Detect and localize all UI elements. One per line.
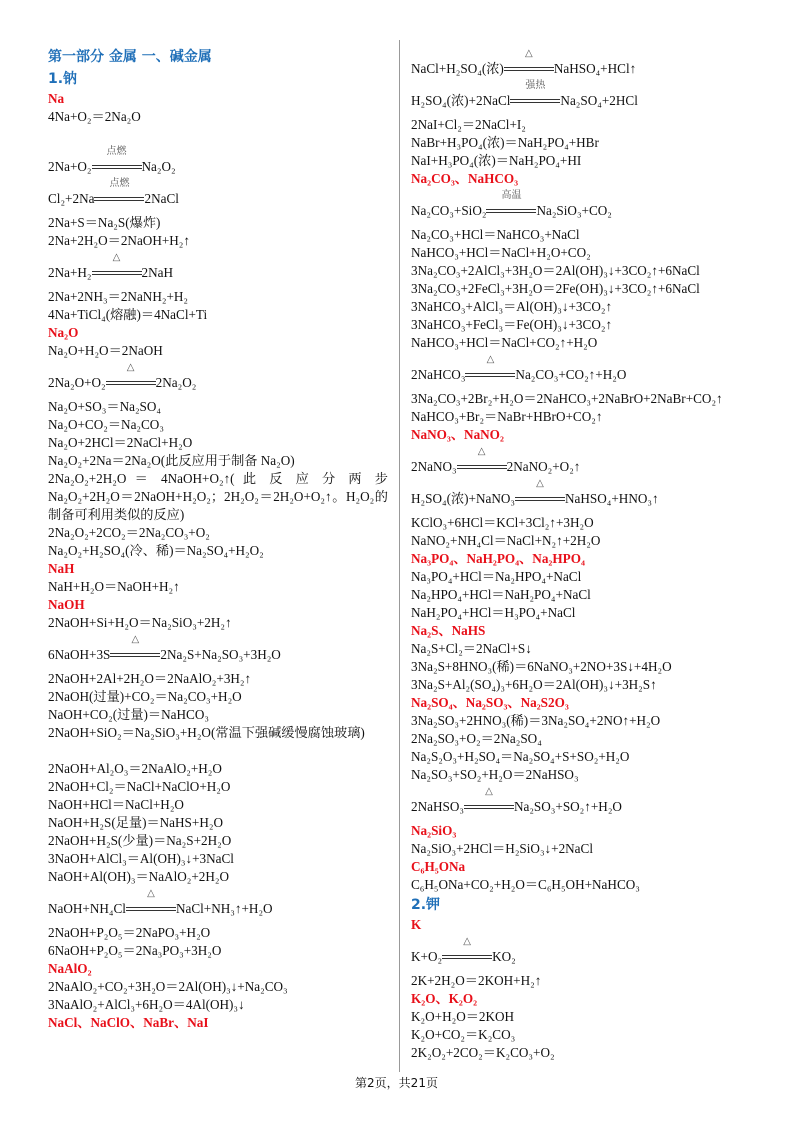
- equation: NaNO₂+NH₄Cl＝NaCl+N₂↑+2H₂O: [411, 533, 601, 548]
- equation: Na₂SiO₃+2HCl＝H₂SiO₃↓+2NaCl: [411, 841, 593, 856]
- conditional-equation: [411, 354, 756, 384]
- double-line-icon: [92, 165, 142, 169]
- equation: Na₃PO₄+HCl＝Na₂HPO₄+NaCl: [411, 569, 582, 584]
- equation: Na₂O₂+H₂SO₄(冷、稀)＝Na₂SO₄+H₂O₂: [48, 543, 264, 558]
- equation-products: Na₂SO₄+2HCl: [560, 93, 638, 108]
- equation: NaH₂PO₄+HCl＝H₃PO₄+NaCl: [411, 605, 576, 620]
- equation-products: NaHSO₄+HCl↑: [553, 61, 637, 76]
- equation: Na₂O+SO₃＝Na₂SO₄: [48, 399, 162, 414]
- equation: 2NaOH+2Al+2H₂O＝2NaAlO₂+3H₂↑: [48, 671, 252, 686]
- equation: 2NaOH+SiO₂＝Na₂SiO₃+H₂O(常温下强碱缓慢腐蚀玻璃): [48, 725, 365, 740]
- compound-heading: Na₂SiO₃: [411, 823, 457, 838]
- equation-products: 2NaH: [141, 265, 174, 280]
- conditional-equation: [48, 178, 388, 208]
- compound-heading: K₂O、K₂O₂: [411, 991, 478, 1006]
- equation: NaHCO₃+HCl＝NaCl+CO₂↑+H₂O: [411, 335, 598, 350]
- reaction-arrow: [110, 634, 160, 664]
- equation: Na₂O+2HCl＝2NaCl+H₂O: [48, 435, 193, 450]
- reaction-condition: △: [463, 936, 471, 947]
- conditional-equation: [411, 786, 756, 816]
- conditional-equation: [48, 362, 388, 392]
- conditional-equation: [411, 80, 756, 110]
- equation: NaOH+Al(OH)₃＝NaAlO₂+2H₂O: [48, 869, 230, 884]
- equation: 4Na+O₂＝2Na₂O: [48, 109, 141, 124]
- equation: 2NaAlO₂+CO₂+3H₂O＝2Al(OH)₃↓+Na₂CO₃: [48, 979, 288, 994]
- equation-reactants: Cl₂+2Na: [48, 191, 95, 206]
- double-line-icon: [457, 465, 507, 469]
- equation-products: Na₂O₂: [141, 159, 176, 174]
- conditional-equation: [411, 446, 756, 476]
- equation: KClO₃+6HCl＝KCl+3Cl₂↑+3H₂O: [411, 515, 594, 530]
- section-heading: 2.钾: [411, 897, 441, 913]
- reaction-arrow: [92, 146, 142, 176]
- reaction-arrow: [465, 354, 515, 384]
- equation-reactants: NaCl+H₂SO₄(浓): [411, 61, 504, 76]
- equation: 6NaOH+P₂O₅＝2Na₃PO₃+3H₂O: [48, 943, 222, 958]
- equation-products: Na₂SO₃+SO₂↑+H₂O: [513, 799, 622, 814]
- compound-heading: NaOH: [48, 597, 85, 612]
- equation: 2K+2H₂O＝2KOH+H₂↑: [411, 973, 542, 988]
- double-line-icon: [106, 381, 156, 385]
- equation: 3Na₂S+Al₂(SO₄)₃+6H₂O＝2Al(OH)₃↓+3H₂S↑: [411, 677, 657, 692]
- double-line-icon: [504, 67, 554, 71]
- equation-note: 2Na₂O₂+2H₂O ＝ 4NaOH+O₂↑( 此 反 应 分 两 步 Na₂O₂+2H₂O＝2NaOH+H₂O₂；2H₂O₂＝2H₂O+O₂↑。H₂O₂的制备可利用类似的反应): [48, 471, 388, 522]
- equation: NaHCO₃+Br₂＝NaBr+HBrO+CO₂↑: [411, 409, 603, 424]
- equation: 3NaHCO₃+AlCl₃＝Al(OH)₃↓+3CO₂↑: [411, 299, 613, 314]
- conditional-equation: [411, 48, 756, 78]
- reaction-condition: △: [131, 634, 140, 645]
- equation: 2Na+S＝Na₂S(爆炸): [48, 215, 161, 230]
- equation: NaBr+H₃PO₄(浓)＝NaH₂PO₄+HBr: [411, 135, 599, 150]
- equation: Na₂O₂+2Na＝2Na₂O(此反应用于制备 Na₂O): [48, 453, 295, 468]
- double-line-icon: [515, 497, 565, 501]
- equation: NaOH+CO₂(过量)＝NaHCO₃: [48, 707, 209, 722]
- double-line-icon: [464, 805, 514, 809]
- conditional-equation: [48, 252, 388, 282]
- compound-heading: K: [411, 917, 422, 932]
- left-column: [48, 46, 388, 1032]
- equation: NaOH+HCl＝NaCl+H₂O: [48, 797, 184, 812]
- equation: C₆H₅ONa+CO₂+H₂O＝C₆H₅OH+NaHCO₃: [411, 877, 640, 892]
- equation-reactants: 2NaHSO₃: [411, 799, 464, 814]
- reaction-condition: △: [524, 48, 533, 59]
- equation: 2Na₂O₂+2CO₂＝2Na₂CO₃+O₂: [48, 525, 210, 540]
- equation-reactants: 2NaNO₃: [411, 459, 457, 474]
- reaction-condition: △: [126, 362, 135, 373]
- equation: 4Na+TiCl₄(熔融)＝4NaCl+Ti: [48, 307, 208, 322]
- equation: 2K₂O₂+2CO₂＝K₂CO₃+O₂: [411, 1045, 555, 1060]
- conditional-equation: [411, 936, 756, 966]
- equation: 3Na₂S+8HNO₃(稀)＝6NaNO₃+2NO+3S↓+4H₂O: [411, 659, 672, 674]
- equation-reactants: H₂SO₄(浓)+NaNO₃: [411, 491, 516, 506]
- equation: 2Na₂SO₃+O₂＝2Na₂SO₄: [411, 731, 542, 746]
- reaction-arrow: [126, 888, 176, 918]
- equation: Na₂HPO₄+HCl＝NaH₂PO₄+NaCl: [411, 587, 591, 602]
- reaction-condition: △: [147, 888, 155, 899]
- equation-reactants: H₂SO₄(浓)+2NaCl: [411, 93, 511, 108]
- compound-heading: Na₂CO₃、NaHCO₃: [411, 171, 519, 186]
- equation-products: NaHSO₄+HNO₃↑: [565, 491, 659, 506]
- reaction-arrow: [442, 936, 492, 966]
- equation: 2Na+2NH₃＝2NaNH₂+H₂: [48, 289, 189, 304]
- equation: NaH+H₂O＝NaOH+H₂↑: [48, 579, 180, 594]
- section-heading: 1.钠: [48, 71, 78, 87]
- equation: 2Na+2H₂O＝2NaOH+H₂↑: [48, 233, 191, 248]
- conditional-equation: [48, 888, 388, 918]
- blank-line: [48, 742, 388, 760]
- compound-heading: Na₂S、NaHS: [411, 623, 486, 638]
- equation-products: 2Na₂O₂: [155, 375, 197, 390]
- double-line-icon: [465, 373, 515, 377]
- equation: Na₂S+Cl₂＝2NaCl+S↓: [411, 641, 532, 656]
- reaction-condition: 点燃: [109, 178, 130, 189]
- reaction-condition: △: [477, 446, 486, 457]
- conditional-equation: [411, 190, 756, 220]
- equation: 3NaHCO₃+FeCl₃＝Fe(OH)₃↓+3CO₂↑: [411, 317, 613, 332]
- right-column: [411, 46, 756, 1062]
- page-number: 第2页，共21页: [355, 1076, 438, 1090]
- reaction-arrow: [457, 446, 507, 476]
- equation: 2NaI+Cl₂＝2NaCl+I₂: [411, 117, 526, 132]
- equation-products: NaCl+NH₃↑+H₂O: [175, 901, 273, 916]
- equation: 3Na₂CO₃+2FeCl₃+3H₂O＝2Fe(OH)₃↓+3CO₂↑+6NaCl: [411, 281, 700, 296]
- conditional-equation: [48, 634, 388, 664]
- compound-heading: NaAlO₂: [48, 961, 92, 976]
- double-line-icon: [110, 653, 160, 657]
- equation: 2NaOH+P₂O₅＝2NaPO₃+H₂O: [48, 925, 211, 940]
- conditional-equation: [411, 478, 756, 508]
- equation-reactants: K+O₂: [411, 949, 443, 964]
- double-line-icon: [442, 955, 492, 959]
- equation: 3NaAlO₂+AlCl₃+6H₂O＝4Al(OH)₃↓: [48, 997, 245, 1012]
- reaction-arrow: [486, 190, 536, 220]
- equation-products: Na₂CO₃+CO₂↑+H₂O: [515, 367, 627, 382]
- reaction-condition: 强热: [525, 80, 546, 91]
- compound-heading: C₆H₅ONa: [411, 859, 466, 874]
- compound-heading: NaNO₃、NaNO₂: [411, 427, 504, 442]
- equation-products: 2NaCl: [144, 191, 179, 206]
- equation: NaHCO₃+HCl＝NaCl+H₂O+CO₂: [411, 245, 591, 260]
- blank-line: [48, 126, 388, 144]
- column-divider: [399, 40, 400, 1072]
- double-line-icon: [92, 271, 142, 275]
- reaction-arrow: [504, 48, 554, 78]
- equation: 3Na₂CO₃+2Br₂+H₂O＝2NaHCO₃+2NaBrO+2NaBr+CO₂↑: [411, 391, 723, 406]
- equation: Na₂SO₃+SO₂+H₂O＝2NaHSO₃: [411, 767, 579, 782]
- equation: NaOH+H₂S(足量)＝NaHS+H₂O: [48, 815, 223, 830]
- equation: Na₂O+CO₂＝Na₂CO₃: [48, 417, 164, 432]
- reaction-arrow: [510, 80, 560, 110]
- reaction-arrow: [94, 178, 144, 208]
- equation-reactants: 6NaOH+3S: [48, 647, 111, 662]
- conditional-equation: [48, 146, 388, 176]
- double-line-icon: [126, 907, 176, 911]
- equation-products: Na₂SiO₃+CO₂: [536, 203, 612, 218]
- double-line-icon: [510, 99, 560, 103]
- equation: 2NaOH+Cl₂＝NaCl+NaClO+H₂O: [48, 779, 231, 794]
- equation-reactants: 2NaHCO₃: [411, 367, 466, 382]
- compound-heading: NaCl、NaClO、NaBr、NaI: [48, 1015, 209, 1030]
- equation: K₂O+CO₂＝K₂CO₃: [411, 1027, 516, 1042]
- equation-products: 2NaNO₂+O₂↑: [506, 459, 581, 474]
- compound-heading: Na₃PO₄、NaH₂PO₄、Na₂HPO₄: [411, 551, 585, 566]
- reaction-arrow: [106, 362, 156, 392]
- compound-heading: Na₂SO₄、Na₂SO₃、Na₂S2O₃: [411, 695, 569, 710]
- equation: 2NaOH+H₂S(少量)＝Na₂S+2H₂O: [48, 833, 232, 848]
- reaction-condition: △: [485, 786, 493, 797]
- section-heading: 第一部分 金属 一、碱金属: [48, 49, 212, 65]
- equation: 3NaOH+AlCl₃＝Al(OH)₃↓+3NaCl: [48, 851, 234, 866]
- reaction-arrow: [92, 252, 142, 282]
- compound-heading: Na: [48, 91, 65, 106]
- equation: 2NaOH(过量)+CO₂＝Na₂CO₃+H₂O: [48, 689, 242, 704]
- equation-products: KO₂: [492, 949, 516, 964]
- equation-reactants: NaOH+NH₄Cl: [48, 901, 126, 916]
- equation: Na₂S₂O₃+H₂SO₄＝Na₂SO₄+S+SO₂+H₂O: [411, 749, 630, 764]
- double-line-icon: [94, 197, 144, 201]
- reaction-arrow: [515, 478, 565, 508]
- equation-reactants: 2Na₂O+O₂: [48, 375, 106, 390]
- reaction-condition: △: [536, 478, 544, 489]
- reaction-condition: 高温: [501, 190, 522, 201]
- reaction-condition: △: [486, 354, 495, 365]
- equation-reactants: 2Na+O₂: [48, 159, 92, 174]
- equation: 3Na₂CO₃+2AlCl₃+3H₂O＝2Al(OH)₃↓+3CO₂↑+6NaCl: [411, 263, 700, 278]
- equation: Na₂O+H₂O＝2NaOH: [48, 343, 163, 358]
- compound-heading: NaH: [48, 561, 75, 576]
- equation-reactants: 2Na+H₂: [48, 265, 92, 280]
- equation: 2NaOH+Si+H₂O＝Na₂SiO₃+2H₂↑: [48, 615, 232, 630]
- double-line-icon: [486, 209, 536, 213]
- compound-heading: Na₂O: [48, 325, 79, 340]
- reaction-condition: △: [112, 252, 121, 263]
- reaction-arrow: [464, 786, 514, 816]
- equation: K₂O+H₂O＝2KOH: [411, 1009, 515, 1024]
- equation-reactants: Na₂CO₃+SiO₂: [411, 203, 487, 218]
- equation: Na₂CO₃+HCl＝NaHCO₃+NaCl: [411, 227, 580, 242]
- equation: NaI+H₃PO₄(浓)＝NaH₂PO₄+HI: [411, 153, 582, 168]
- reaction-condition: 点燃: [106, 146, 127, 157]
- equation-products: 2Na₂S+Na₂SO₃+3H₂O: [160, 647, 281, 662]
- equation: 3Na₂SO₃+2HNO₃(稀)＝3Na₂SO₄+2NO↑+H₂O: [411, 713, 661, 728]
- equation: 2NaOH+Al₂O₃＝2NaAlO₂+H₂O: [48, 761, 222, 776]
